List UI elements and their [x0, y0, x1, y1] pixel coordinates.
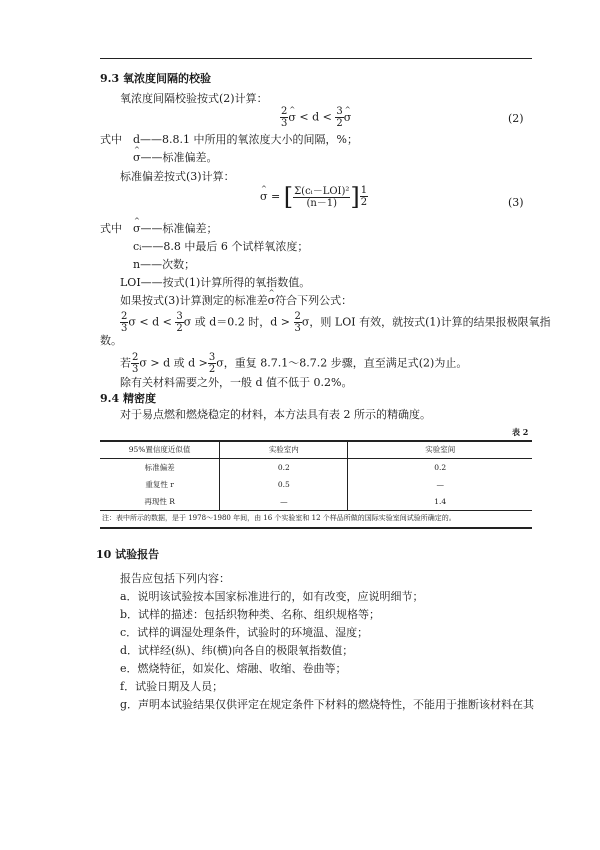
header-confidence: 95%置信度近似值: [100, 441, 220, 459]
where2-sigma: ^ σ——标准偏差；: [133, 222, 218, 235]
where2-label: 式中: [100, 222, 122, 235]
top-rule: [100, 58, 532, 59]
list-item: d．试样经(纵)、纬(横)向各自的极限氧指数值；: [120, 644, 354, 657]
table-cell: 再现性 R: [100, 493, 220, 511]
equation-2: $\frac{2}{3}$ ^ σ < d < $\frac{3}{2}$ ^ σ: [280, 106, 351, 129]
section-9-4-title: 9.4 精密度: [100, 392, 156, 405]
table-cell: 标准偏差: [100, 459, 220, 477]
condition-line-1: $\frac{2}{3}$ σ < d < $\frac{3}{2}$ σ 或 d＝0.2 时，d > $\frac{2}{3}$ σ，则 LOI 有效，就按式(1)计算的结果报极限氧指: [121, 311, 551, 334]
header-within-lab: 实验室内: [220, 441, 348, 459]
list-item: f．试验日期及人员；: [120, 680, 224, 693]
redo-line: 若 $\frac{2}{3}$ σ > d 或 d > $\frac{3}{2}$ σ，重复 8.7.1～8.7.2 步骤，直至满足式(2)为止。: [120, 352, 468, 375]
condition-intro: 如果按式(3)计算测定的标准差^ σ符合下列公式：: [120, 294, 352, 307]
table-cell: 0.5: [220, 476, 348, 493]
equation-2-number: (2): [508, 112, 524, 125]
table-label: 表 2: [512, 427, 529, 437]
precision-table: [100, 441, 532, 511]
precision-body: 对于易点燃和燃烧稳定的材料，本方法具有表 2 所示的精确度。: [120, 408, 431, 421]
where-d: d——8.8.1 中所用的氧浓度大小的间隔，%；: [133, 133, 358, 146]
section-9-3-title: 9.3 氧浓度间隔的校验: [100, 72, 211, 85]
interval-intro: 氧浓度间隔校验按式(2)计算：: [120, 92, 268, 105]
list-item: b．试样的描述：包括织物种类、名称、组织规格等；: [120, 608, 381, 621]
where2-ci: cᵢ——8.8 中最后 6 个试样氧浓度；: [133, 240, 309, 253]
header-between-lab: 实验室间: [425, 445, 456, 454]
condition-line-2: 数。: [100, 334, 122, 347]
table-note: 注：表中所示的数据，是于 1978～1980 年间，由 16 个实验室和 12 个样品所做的国际实验室间试验所确定的。: [102, 514, 456, 522]
table-cell: —: [436, 480, 444, 489]
list-item: g．声明本试验结果仅供评定在规定条件下材料的燃烧特性，不能用于推断该材料在其: [120, 698, 535, 711]
table-bottom-rule: [100, 527, 532, 529]
list-item: e．燃烧特征，如炭化、熔融、收缩、卷曲等；: [120, 662, 347, 675]
where-label: 式中: [100, 133, 122, 146]
table-row: [100, 476, 532, 493]
table-row: [100, 493, 532, 511]
list-item: a．说明该试验按本国家标准进行的，如有改变，应说明细节；: [120, 590, 424, 603]
except-line: 除有关材料需要之外，一般 d 值不低于 0.2%。: [120, 376, 353, 389]
report-intro: 报告应包括下列内容：: [120, 572, 230, 585]
table-cell: —: [220, 493, 348, 511]
std-intro: 标准偏差按式(3)计算：: [120, 170, 235, 183]
table-cell: 重复性 r: [100, 476, 220, 493]
equation-3-number: (3): [508, 196, 524, 209]
where2-loi: LOI——按式(1)计算所得的氧指数值。: [120, 276, 311, 289]
table-header-row: [100, 441, 532, 459]
where2-n: n——次数；: [133, 258, 196, 271]
table-cell: 0.2: [220, 459, 348, 477]
where-sigma: ^ σ——标准偏差。: [133, 151, 218, 164]
table-cell: 0.2: [434, 463, 447, 472]
table-cell: 1.4: [434, 497, 447, 506]
equation-3: ^ σ = [ $\frac{\text{Σ(cᵢ－LOI)²}}{(n-1)}$ ] $^{\frac{1}{2}}$: [260, 185, 368, 209]
section-10-title: 10 试验报告: [96, 548, 160, 561]
list-item: c．试样的调湿处理条件，试验时的环境温、湿度；: [120, 626, 369, 639]
table-row: [100, 459, 532, 477]
